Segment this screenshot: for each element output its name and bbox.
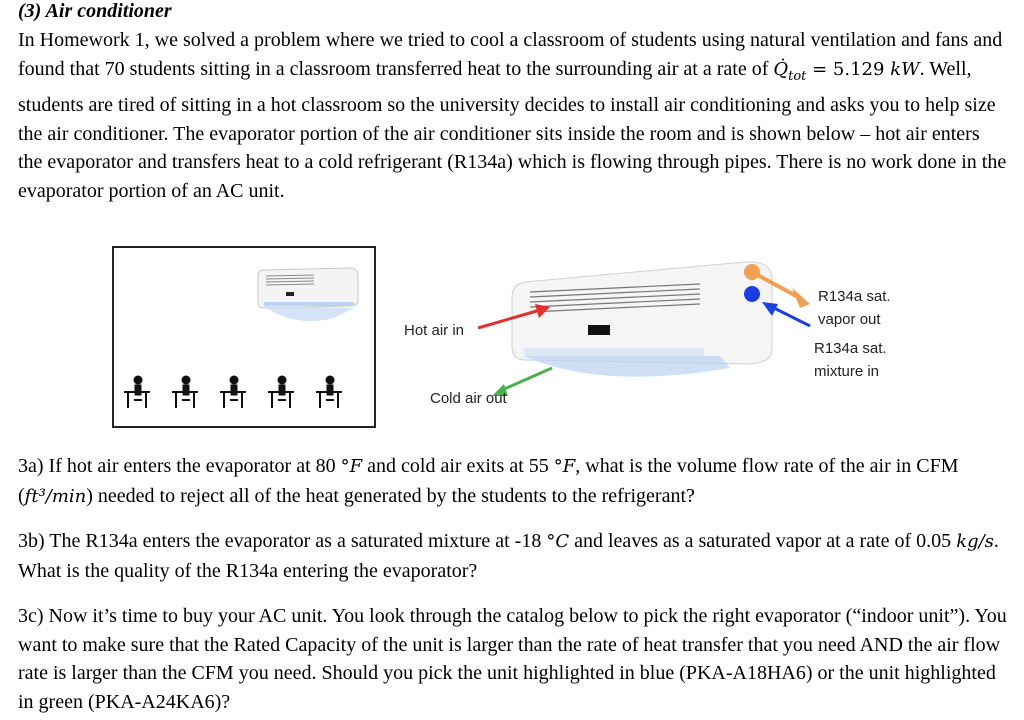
intro-paragraph xyxy=(18,26,1008,205)
evaporator-diagram xyxy=(400,250,920,440)
vapor-label-1: R134a sat. xyxy=(818,288,891,305)
mixture-in-marker xyxy=(744,286,760,302)
hot-air-label: Hot air in xyxy=(404,322,465,339)
vapor-out-arrowhead xyxy=(792,288,810,308)
q3a-unit-3: ft³/min xyxy=(24,485,87,507)
question-3a xyxy=(18,452,1008,511)
q3b-text-3: . What is the quality of the R134a entering the evaporator? xyxy=(18,530,999,582)
question-3b xyxy=(18,527,1008,585)
q3b-text-1: 3b) The R134a enters the evaporator as a saturated mixture at -18 xyxy=(18,530,547,552)
rate-value: = 5.129 xyxy=(806,58,891,80)
classroom-illustration xyxy=(112,246,376,428)
display-panel xyxy=(588,325,610,335)
students-row xyxy=(124,376,342,408)
mixture-label-2: mixture in xyxy=(814,363,880,380)
rate-unit: kW xyxy=(890,58,920,80)
q3a-unit-1: °F xyxy=(340,456,363,477)
cold-air-arrow xyxy=(502,368,552,390)
q3b-text-2: and leaves as a saturated vapor at a rate of 0.05 xyxy=(569,530,957,552)
q3b-unit-2: kg/s xyxy=(956,531,994,552)
q3b-unit-1: °C xyxy=(546,531,570,552)
intro-text-2: . Well, students are tired of sitting in a hot classroom so the university decides to install air conditioning and asks you to help size the air conditioner. The evaporator portion of the air conditioner sits inside the room and is shown below – hot air enters the evaporator and transfers heat to a cold refrigerant (R134a) which is flowing through pipes. There is no work done in the evaporator portion of an AC unit. xyxy=(18,57,1007,202)
q3a-text-3: , what is the volume flow rate of the air in CFM ( xyxy=(18,455,959,507)
mixture-in-arrow xyxy=(770,306,810,326)
intro-text-1: In Homework 1, we solved a problem where we tried to cool a classroom of students using natural ventilation and fans and found that 70 students sitting in a classroom transferred heat to the surrounding air at a rate of xyxy=(18,29,1003,80)
vapor-label-2: vapor out xyxy=(818,311,881,328)
classroom-svg xyxy=(114,248,374,426)
q3a-unit-2: °F xyxy=(553,456,576,477)
q3a-text-1: 3a) If hot air enters the evaporator at 80 xyxy=(18,455,341,477)
question-3c: 3c) Now it’s time to buy your AC unit. You look through the catalog below to pick the right evaporator (“indoor unit”). You want to make sure that the Rated Capacity of the unit is larger than the rate of heat transfer that you need AND the air flow rate is larger than the CFM you need. Should you pick the unit highlighted in blue (PKA-A18HA6) or the unit highlighted in green (PKA-A24KA6)? xyxy=(18,605,1007,713)
rate-subscript: tot xyxy=(788,68,807,84)
q3a-text-2: and cold air exits at 55 xyxy=(362,455,554,477)
mixture-label-1: R134a sat. xyxy=(814,340,887,357)
rate-symbol: Q̇ xyxy=(773,58,789,80)
cold-air-label: Cold air out xyxy=(430,390,507,407)
section-title: (3) Air conditioner xyxy=(18,0,172,22)
q3a-text-4: ) needed to reject all of the heat generated by the students to the refrigerant? xyxy=(86,484,695,507)
